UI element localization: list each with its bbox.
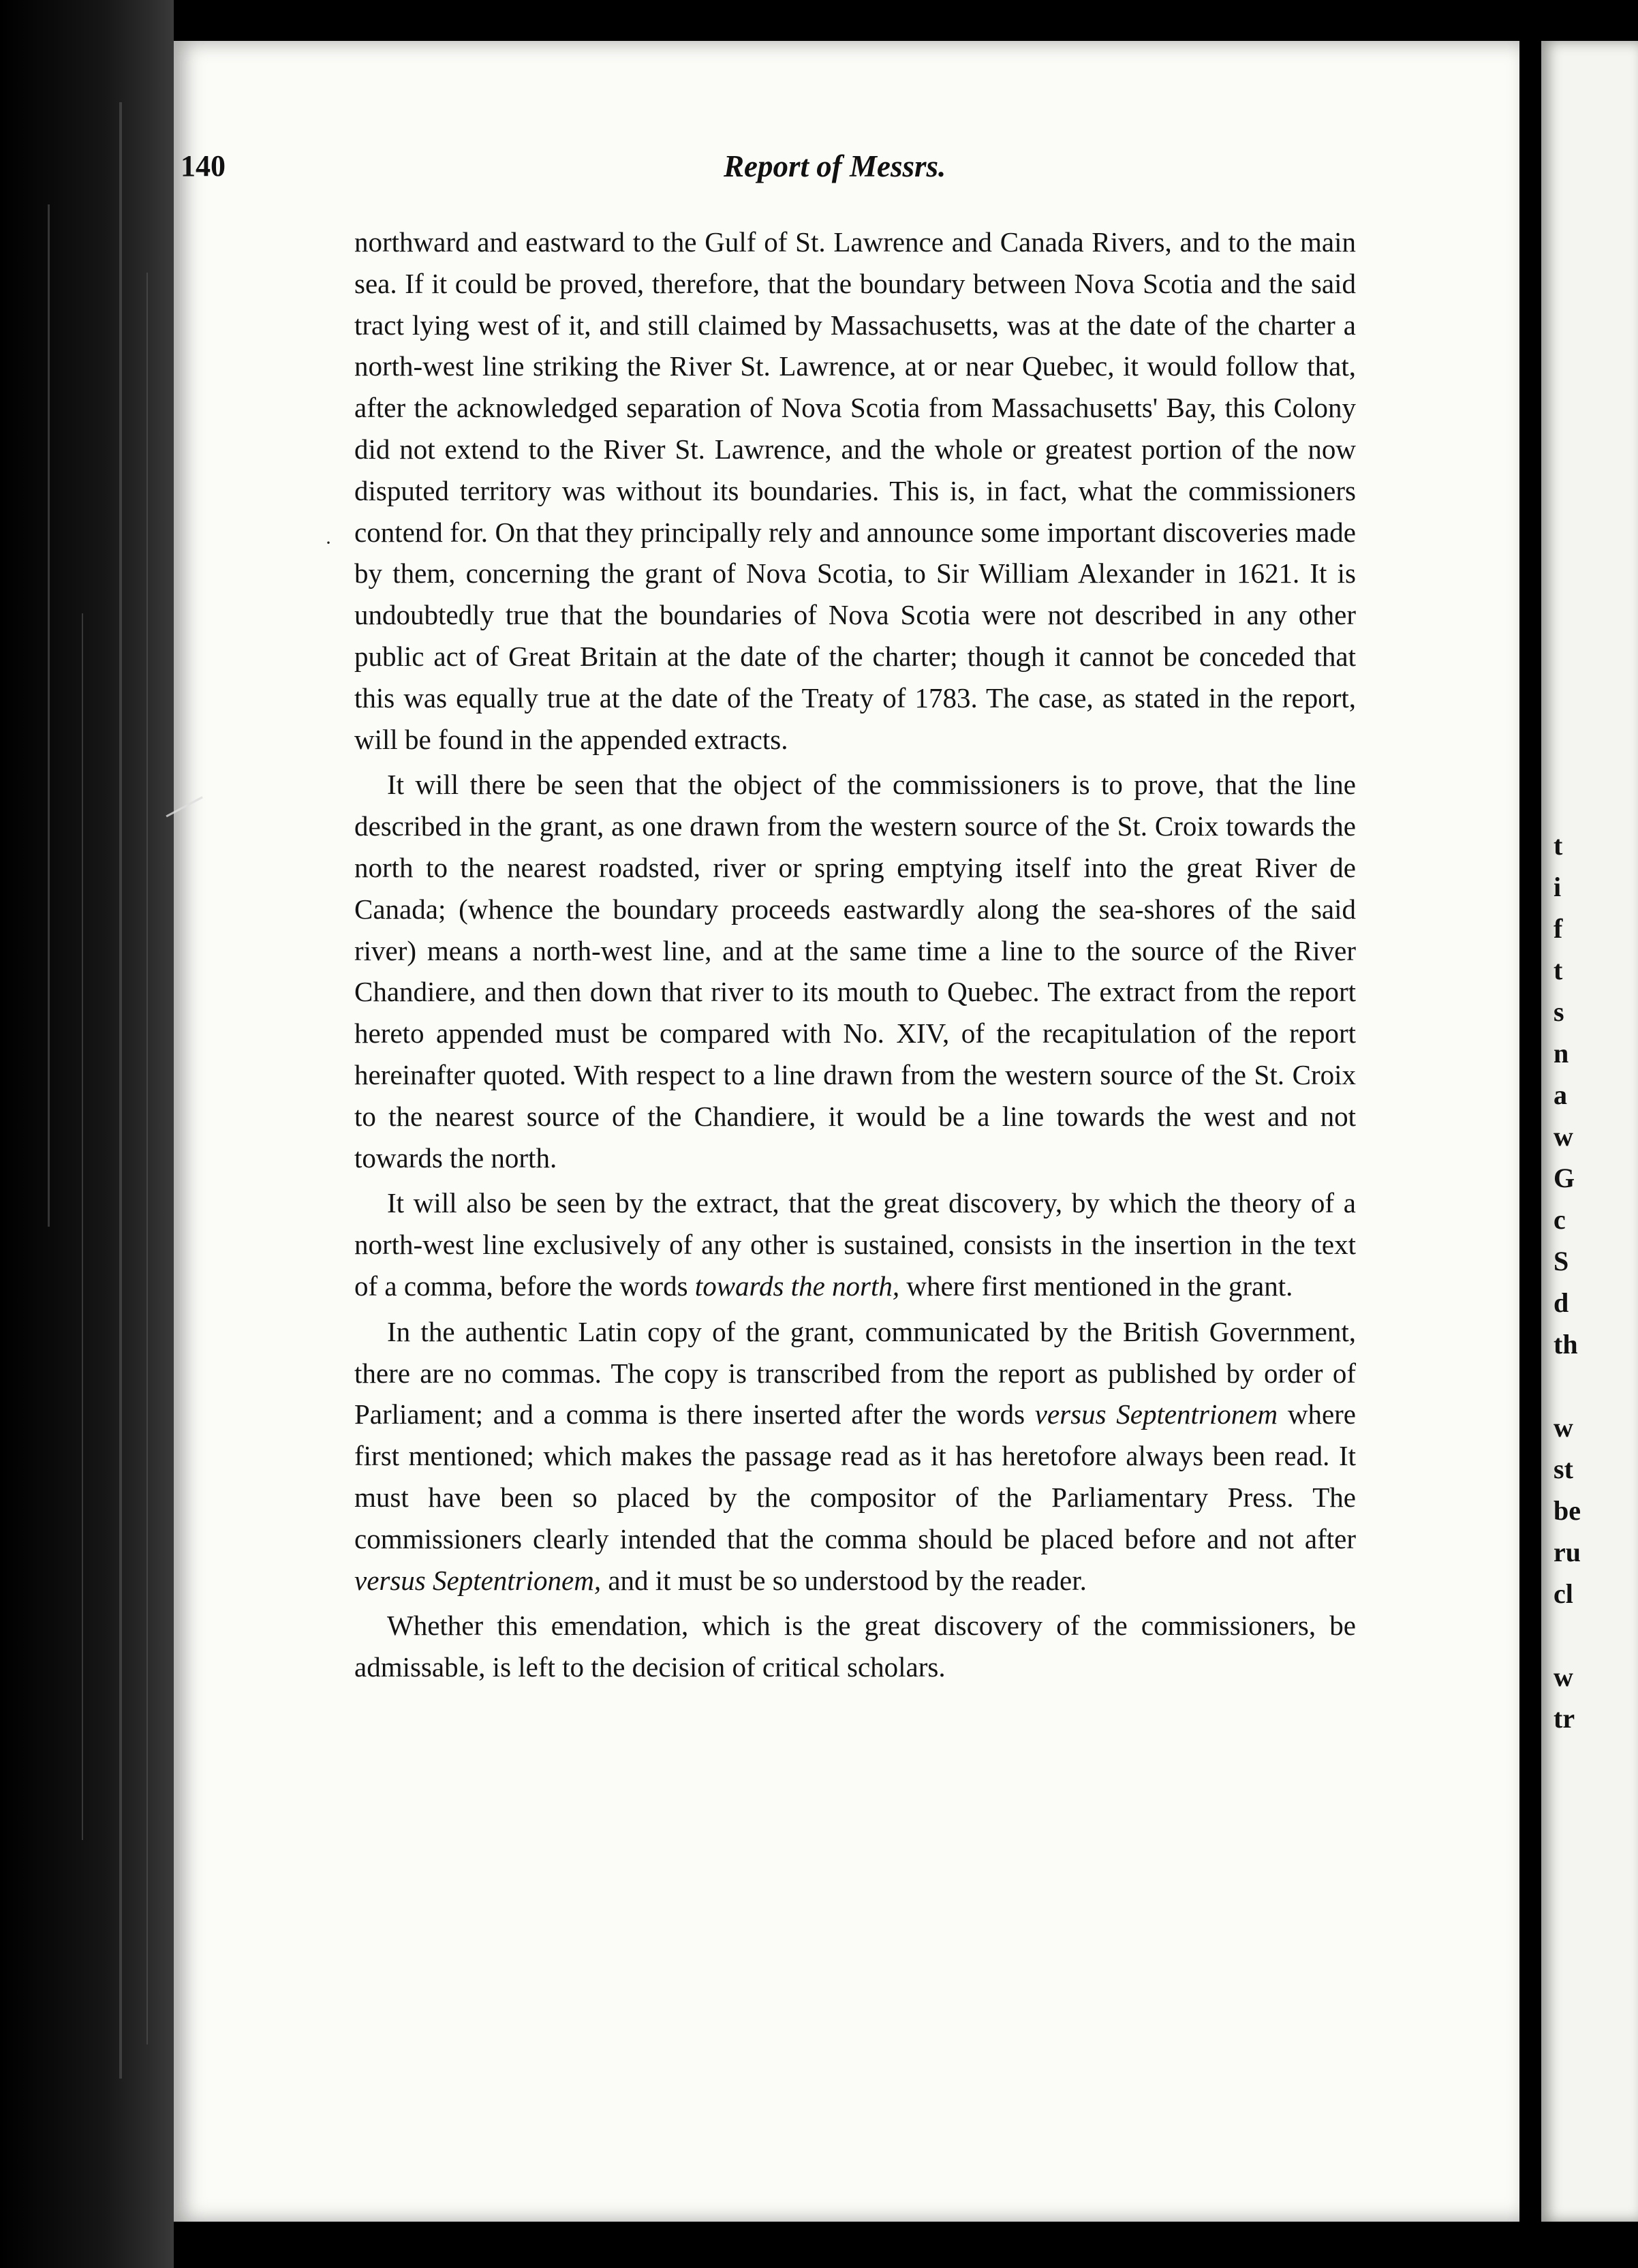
paragraph-text: where first mentioned; which makes the passage read as it has heretofore always been read. It must have been so placed by the compositor of the Parliamentary Press. The commissioners clearly intended that the comma should be placed before and not after [354,1398,1356,1554]
facing-fragment: G [1554,1163,1575,1193]
paragraph: northward and eastward to the Gulf of St. Lawrence and Canada Rivers, and to the main sea. If it could be proved, therefore, that the boundary between Nova Scotia and the said tract lying west of it, and still claimed by Massachusetts, was at the date of the charter a north-west line striking the River St. Lawrence, at or near Quebec, it would follow that, after the acknowledged separation of Nova Scotia from Massachusetts' Bay, this Colony did not extend to the River St. Lawrence, and the whole or greatest portion of the now disputed territory was without its boundaries. This is, in fact, what the commissioners contend for. On that they principally rely and announce some important discoveries made by them, concerning the grant of Nova Scotia, to Sir William Alexander in 1621. It is undoubtedly true that the boundaries of Nova Scotia were not described in any other public act of Great Britain at the date of the charter; though it cannot be conceded that this was equally true at the date of the Treaty of 1783. The case, as stated in the report, will be found in the appended extracts. [354,226,1356,755]
italic-phrase: towards the north, [694,1270,900,1302]
facing-fragment: a [1554,1079,1567,1110]
paragraph-text: It will also be seen by the extract, that the great discovery, by which the theory of a north-west line exclusively of any other is sustained, consists in the insertion in the text of a comma, before the words [354,1187,1356,1302]
facing-fragment: ru [1554,1537,1581,1567]
facing-fragment: n [1554,1038,1569,1069]
facing-fragment: i [1554,872,1562,902]
running-title: Report of Messrs. [724,149,946,183]
facing-fragment: th [1554,1329,1578,1360]
paragraph-text: and it must be so understood by the reader. [601,1564,1087,1596]
paragraph [354,1311,1356,1602]
paragraph: Whether this emendation, which is the great discovery of the commissioners, be admissable, is left to the decision of critical scholars. [354,1610,1356,1683]
facing-fragment: s [1554,996,1564,1027]
facing-fragment: f [1554,913,1563,944]
facing-fragment: d [1554,1287,1569,1318]
facing-fragment: c [1554,1204,1566,1235]
facing-fragment: w [1554,1661,1573,1692]
facing-fragment [1554,1614,1638,1656]
facing-fragment: S [1554,1246,1569,1276]
facing-fragment: w [1554,1412,1573,1443]
italic-phrase: versus Septentrionem, [354,1564,602,1596]
body-text [354,221,1356,1692]
facing-fragment: t [1554,830,1563,861]
facing-page-edge [1541,41,1638,2222]
margin-mark: · [325,532,332,554]
facing-fragment: t [1554,955,1563,985]
facing-fragment [1554,1365,1638,1407]
gutter-streak [48,204,50,1227]
paragraph: It will there be seen that the object of the commissioners is to prove, that the line described in the grant, as one drawn from the western source of the St. Croix towards the north to the nearest roadsted, river or spring emptying itself into the great River de Canada; (whence the boundary proceeds eastwardly along the sea-shores of the said river) means a north-west line, and at the same time a line to the source of the River Chandiere, and then down that river to its mouth to Quebec. The extract from the report hereto appended must be compared with No. XIV, of the recapitulation of the report hereinafter quoted. With respect to a line drawn from the western source of the St. Croix to the nearest source of the Chandiere, it would be a line towards the west and not towards the north. [354,769,1356,1174]
facing-page-text-fragments [1554,825,1638,1739]
facing-fragment: tr [1554,1703,1575,1734]
paragraph-text: where first mentioned in the grant. [899,1270,1293,1302]
facing-fragment: st [1554,1454,1573,1484]
italic-phrase: versus Septentrionem [1034,1398,1278,1430]
paragraph [354,1182,1356,1306]
facing-fragment: w [1554,1121,1573,1152]
book-gutter [0,0,174,2268]
gutter-streak [146,273,148,2044]
facing-fragment: be [1554,1495,1581,1526]
gutter-streak [119,102,122,2079]
facing-fragment: cl [1554,1578,1573,1609]
gutter-streak [82,613,83,1840]
paragraph-text: In the authentic Latin copy of the grant, communicated by the British Government, there are no commas. The copy is transcribed from the report as published by order of Parliament; and a comma is there inserted after the words [354,1315,1356,1430]
page-number: 140 [181,149,226,183]
